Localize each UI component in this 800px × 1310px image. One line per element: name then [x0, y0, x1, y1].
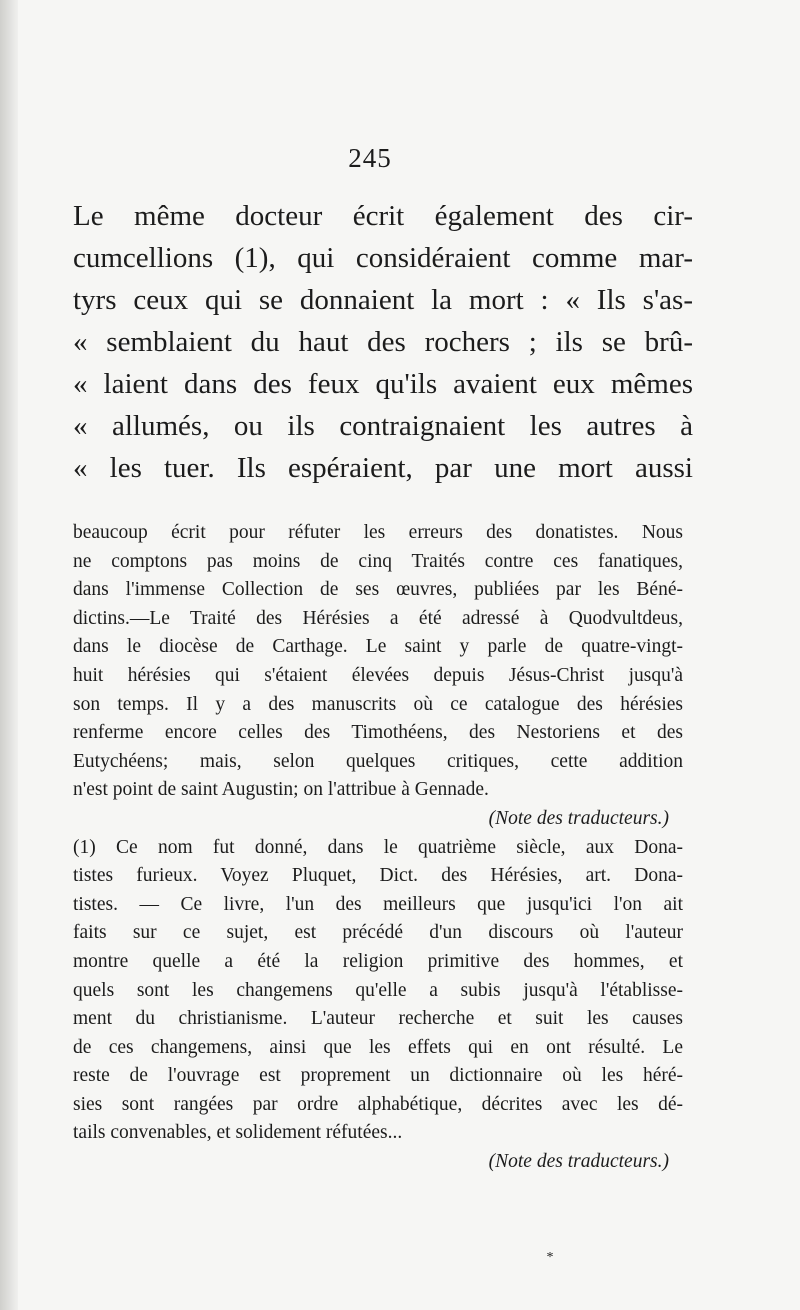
page-gutter-shadow	[0, 0, 18, 1310]
note-line: ment du christianisme. L'auteur recherche et suit les causes	[73, 1008, 683, 1030]
note-line: quels sont les changemens qu'elle a subis jusqu'à l'établisse-	[73, 979, 683, 1001]
note-signature: (Note des traducteurs.)	[488, 807, 669, 829]
note-line: tistes. — Ce livre, l'un des meilleurs que jusqu'ici l'on ait	[73, 893, 683, 915]
signature-mark: *	[546, 1250, 554, 1265]
note-line: tistes furieux. Voyez Pluquet, Dict. des Hérésies, art. Dona-	[73, 865, 683, 887]
note-line: Eutychéens; mais, selon quelques critiques, cette addition	[73, 750, 683, 772]
note-line: renferme encore celles des Timothéens, des Nestoriens et des	[73, 722, 683, 744]
note-signature: (Note des traducteurs.)	[488, 1151, 669, 1173]
main-line: tyrs ceux qui se donnaient la mort : « Ils s'as-	[73, 284, 693, 316]
note-line: reste de l'ouvrage est proprement un dictionnaire où les héré-	[73, 1065, 683, 1087]
note-line: beaucoup écrit pour réfuter les erreurs des donatistes. Nous	[73, 522, 683, 543]
main-line: « laient dans des feux qu'ils avaient eux mêmes	[73, 368, 693, 400]
main-line: « semblaient du haut des rochers ; ils se brû-	[73, 326, 693, 358]
note-line: dans l'immense Collection de ses œuvres, publiées par les Béné-	[73, 579, 683, 601]
note-line: dictins.—Le Traité des Hérésies a été adressé à Quodvultdeus,	[73, 607, 683, 629]
footnotes-block	[73, 519, 683, 1177]
note-line: (1) Ce nom fut donné, dans le quatrième siècle, aux Dona-	[73, 836, 683, 858]
main-line: « les tuer. Ils espéraient, par une mort aussi	[73, 452, 693, 484]
note-line: montre quelle a été la religion primitive des hommes, et	[73, 950, 683, 972]
note-line: sies sont rangées par ordre alphabétique, décrites avec les dé-	[73, 1093, 683, 1115]
note-line: huit hérésies qui s'étaient élevées depuis Jésus-Christ jusqu'à	[73, 664, 683, 686]
note-line: de ces changemens, ainsi que les effets qui en ont résulté. Le	[73, 1036, 683, 1058]
note-line: son temps. Il y a des manuscrits où ce catalogue des hérésies	[73, 693, 683, 715]
note-line: ne comptons pas moins de cinq Traités contre ces fanatiques,	[73, 550, 683, 572]
main-line: cumcellions (1), qui considéraient comme mar-	[73, 242, 693, 274]
note-line: faits sur ce sujet, est précédé d'un discours où l'auteur	[73, 922, 683, 944]
main-line: Le même docteur écrit également des cir-	[73, 200, 693, 232]
main-line: « allumés, ou ils contraignaient les autres à	[73, 410, 693, 442]
main-text-block	[73, 195, 693, 489]
page-number: 245	[348, 143, 392, 173]
note-line: dans le diocèse de Carthage. Le saint y parle de quatre-vingt-	[73, 636, 683, 658]
note-line: tails convenables, et solidement réfutées...	[73, 1122, 403, 1144]
note-line: n'est point de saint Augustin; on l'attribue à Gennade.	[73, 779, 489, 801]
